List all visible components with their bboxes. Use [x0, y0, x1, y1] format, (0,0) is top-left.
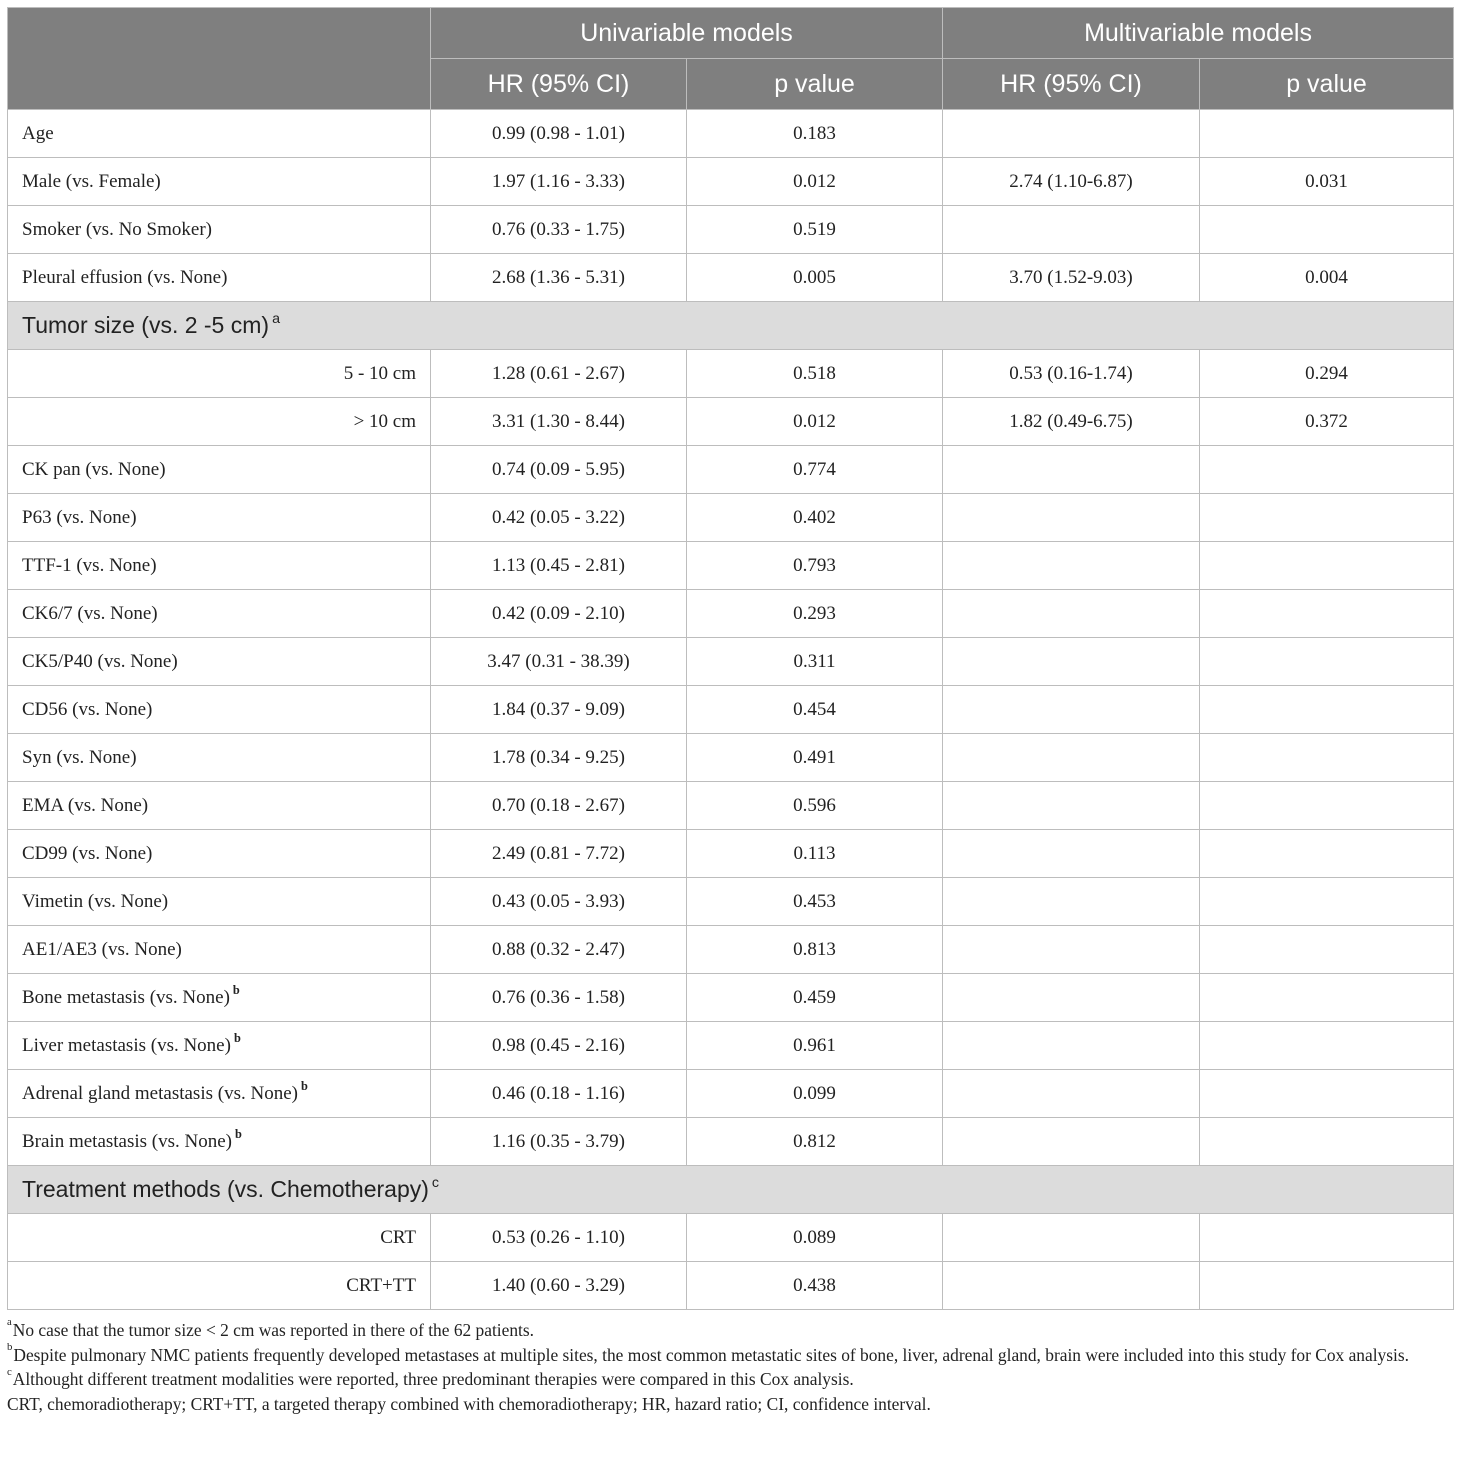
table-row-bone-metastasis [8, 974, 1454, 1022]
row-label: Male (vs. Female) [8, 158, 431, 206]
multi-p-cell [1200, 926, 1454, 974]
table-row-male [8, 158, 1454, 206]
uni-hr-cell: 2.68 (1.36 - 5.31) [431, 254, 687, 302]
multi-p-cell: 0.004 [1200, 254, 1454, 302]
multi-p-cell: 0.294 [1200, 350, 1454, 398]
multi-p-cell [1200, 974, 1454, 1022]
footnote-mark-b: b [7, 1341, 13, 1354]
table-row-ck-pan [8, 446, 1454, 494]
table-row-ttf1 [8, 542, 1454, 590]
table-row-liver-metastasis [8, 1022, 1454, 1070]
uni-p-cell: 0.183 [687, 110, 943, 158]
multi-p-cell [1200, 878, 1454, 926]
uni-p-cell: 0.099 [687, 1070, 943, 1118]
footnote-marker: a [272, 310, 280, 327]
uni-p-cell: 0.596 [687, 782, 943, 830]
table-row-crt-tt [8, 1262, 1454, 1310]
multi-p-cell: 0.031 [1200, 158, 1454, 206]
row-label [8, 1118, 431, 1166]
multi-p-cell [1200, 830, 1454, 878]
uni-p-cell: 0.089 [687, 1214, 943, 1262]
section-label [8, 1166, 1454, 1214]
row-label [8, 974, 431, 1022]
multi-p-cell [1200, 638, 1454, 686]
uni-hr-cell: 0.98 (0.45 - 2.16) [431, 1022, 687, 1070]
footnote-mark-c: c [7, 1365, 12, 1378]
row-label: Smoker (vs. No Smoker) [8, 206, 431, 254]
table-row-p63 [8, 494, 1454, 542]
multi-hr-cell [943, 878, 1200, 926]
row-label-text: Bone metastasis (vs. None) [22, 986, 230, 1008]
header-multi-p: p value [1200, 59, 1454, 110]
footnote-marker: c [431, 1174, 440, 1191]
uni-p-cell: 0.438 [687, 1262, 943, 1310]
multi-p-cell [1200, 782, 1454, 830]
uni-p-cell: 0.012 [687, 158, 943, 206]
footnote-a [7, 1318, 1453, 1343]
uni-hr-cell: 0.70 (0.18 - 2.67) [431, 782, 687, 830]
uni-hr-cell: 2.49 (0.81 - 7.72) [431, 830, 687, 878]
footnote-b-text: Despite pulmonary NMC patients frequently developed metastases at multiple sites, the most common metastatic sites of bone, liver, adrenal gland, brain were included into this study for Cox analysis. [13, 1344, 1409, 1365]
multi-p-cell [1200, 1022, 1454, 1070]
table-container [7, 7, 1453, 1416]
table-row-vimetin [8, 878, 1454, 926]
multi-hr-cell [943, 206, 1200, 254]
row-label: TTF-1 (vs. None) [8, 542, 431, 590]
section-label-text: Tumor size (vs. 2 -5 cm) [22, 312, 270, 338]
uni-p-cell: 0.113 [687, 830, 943, 878]
row-label: Vimetin (vs. None) [8, 878, 431, 926]
uni-p-cell: 0.813 [687, 926, 943, 974]
uni-hr-cell: 1.97 (1.16 - 3.33) [431, 158, 687, 206]
row-label: CRT [8, 1214, 431, 1262]
table-footnotes [7, 1318, 1453, 1416]
table-row-ema [8, 782, 1454, 830]
multi-hr-cell [943, 734, 1200, 782]
table-header [8, 8, 1454, 110]
multi-hr-cell [943, 1070, 1200, 1118]
footnote-abbreviations: CRT, chemoradiotherapy; CRT+TT, a targeted therapy combined with chemoradiotherapy; HR, hazard ratio; CI, confidence interval. [7, 1393, 931, 1414]
row-label: CD56 (vs. None) [8, 686, 431, 734]
multi-hr-cell [943, 638, 1200, 686]
uni-hr-cell: 0.74 (0.09 - 5.95) [431, 446, 687, 494]
header-multivariable: Multivariable models [943, 8, 1454, 59]
uni-hr-cell: 1.16 (0.35 - 3.79) [431, 1118, 687, 1166]
multi-hr-cell [943, 542, 1200, 590]
row-label: CK6/7 (vs. None) [8, 590, 431, 638]
row-label: 5 - 10 cm [8, 350, 431, 398]
uni-p-cell: 0.293 [687, 590, 943, 638]
multi-hr-cell [943, 590, 1200, 638]
multi-p-cell [1200, 734, 1454, 782]
row-label: Pleural effusion (vs. None) [8, 254, 431, 302]
table-row-cd99 [8, 830, 1454, 878]
header-row-groups [8, 8, 1454, 59]
uni-hr-cell: 1.78 (0.34 - 9.25) [431, 734, 687, 782]
uni-hr-cell: 1.40 (0.60 - 3.29) [431, 1262, 687, 1310]
multi-hr-cell [943, 1214, 1200, 1262]
row-label: P63 (vs. None) [8, 494, 431, 542]
multi-hr-cell [943, 830, 1200, 878]
row-label: CD99 (vs. None) [8, 830, 431, 878]
row-label: Age [8, 110, 431, 158]
table-row-ae1-ae3 [8, 926, 1454, 974]
footnote-c-text: Althought different treatment modalities were reported, three predominant therapies were compared in this Cox analysis. [12, 1369, 854, 1390]
section-row-tumor-size [8, 302, 1454, 350]
table-row-age [8, 110, 1454, 158]
uni-p-cell: 0.774 [687, 446, 943, 494]
multi-hr-cell [943, 1118, 1200, 1166]
multi-hr-cell: 0.53 (0.16-1.74) [943, 350, 1200, 398]
multi-hr-cell [943, 782, 1200, 830]
table-row-ck5-p40 [8, 638, 1454, 686]
uni-hr-cell: 0.46 (0.18 - 1.16) [431, 1070, 687, 1118]
section-label-text: Treatment methods (vs. Chemotherapy) [22, 1176, 429, 1202]
row-label: AE1/AE3 (vs. None) [8, 926, 431, 974]
table-row-pleural-effusion [8, 254, 1454, 302]
multi-hr-cell: 3.70 (1.52-9.03) [943, 254, 1200, 302]
row-label [8, 1022, 431, 1070]
row-label-text: Liver metastasis (vs. None) [22, 1034, 231, 1056]
footnote-marker: b [233, 1030, 241, 1045]
table-body [8, 110, 1454, 1310]
multi-p-cell [1200, 686, 1454, 734]
table-row-ck67 [8, 590, 1454, 638]
multi-p-cell [1200, 1214, 1454, 1262]
multi-hr-cell: 2.74 (1.10-6.87) [943, 158, 1200, 206]
multi-p-cell [1200, 110, 1454, 158]
row-label: > 10 cm [8, 398, 431, 446]
header-uni-hr: HR (95% CI) [431, 59, 687, 110]
uni-p-cell: 0.491 [687, 734, 943, 782]
uni-hr-cell: 0.42 (0.05 - 3.22) [431, 494, 687, 542]
multi-p-cell [1200, 590, 1454, 638]
table-row-cd56 [8, 686, 1454, 734]
uni-p-cell: 0.961 [687, 1022, 943, 1070]
table-row-size-5-10 [8, 350, 1454, 398]
multi-p-cell [1200, 542, 1454, 590]
row-label: CK pan (vs. None) [8, 446, 431, 494]
table-row-size-gt-10 [8, 398, 1454, 446]
uni-hr-cell: 0.76 (0.36 - 1.58) [431, 974, 687, 1022]
table-row-crt [8, 1214, 1454, 1262]
footnote-b [7, 1343, 1453, 1368]
row-label: EMA (vs. None) [8, 782, 431, 830]
multi-hr-cell [943, 446, 1200, 494]
multi-p-cell [1200, 1262, 1454, 1310]
multi-hr-cell [943, 494, 1200, 542]
multi-p-cell [1200, 206, 1454, 254]
multi-hr-cell [943, 110, 1200, 158]
multi-p-cell [1200, 1118, 1454, 1166]
uni-hr-cell: 3.31 (1.30 - 8.44) [431, 398, 687, 446]
header-uni-p: p value [687, 59, 943, 110]
uni-p-cell: 0.012 [687, 398, 943, 446]
multi-p-cell [1200, 446, 1454, 494]
header-univariable: Univariable models [431, 8, 943, 59]
uni-p-cell: 0.402 [687, 494, 943, 542]
footnote-marker: b [232, 982, 240, 997]
header-multi-hr: HR (95% CI) [943, 59, 1200, 110]
footnote-a-text: No case that the tumor size < 2 cm was reported in there of the 62 patients. [12, 1320, 534, 1340]
footnote-marker: b [300, 1078, 308, 1093]
uni-p-cell: 0.453 [687, 878, 943, 926]
uni-hr-cell: 3.47 (0.31 - 38.39) [431, 638, 687, 686]
uni-hr-cell: 1.28 (0.61 - 2.67) [431, 350, 687, 398]
row-label: CK5/P40 (vs. None) [8, 638, 431, 686]
footnote-mark-a: a [7, 1316, 12, 1329]
uni-p-cell: 0.454 [687, 686, 943, 734]
multi-hr-cell [943, 926, 1200, 974]
section-row-treatment-methods [8, 1166, 1454, 1214]
uni-hr-cell: 0.43 (0.05 - 3.93) [431, 878, 687, 926]
uni-p-cell: 0.793 [687, 542, 943, 590]
row-label-text: Adrenal gland metastasis (vs. None) [22, 1082, 298, 1104]
table-row-smoker [8, 206, 1454, 254]
multi-p-cell [1200, 1070, 1454, 1118]
uni-hr-cell: 0.42 (0.09 - 2.10) [431, 590, 687, 638]
uni-p-cell: 0.005 [687, 254, 943, 302]
multi-p-cell: 0.372 [1200, 398, 1454, 446]
uni-hr-cell: 1.84 (0.37 - 9.09) [431, 686, 687, 734]
uni-hr-cell: 0.99 (0.98 - 1.01) [431, 110, 687, 158]
row-label: Syn (vs. None) [8, 734, 431, 782]
uni-hr-cell: 0.88 (0.32 - 2.47) [431, 926, 687, 974]
footnote-c [7, 1367, 1453, 1392]
uni-hr-cell: 0.53 (0.26 - 1.10) [431, 1214, 687, 1262]
uni-p-cell: 0.812 [687, 1118, 943, 1166]
header-blank [8, 8, 431, 110]
uni-hr-cell: 1.13 (0.45 - 2.81) [431, 542, 687, 590]
multi-p-cell [1200, 494, 1454, 542]
row-label: CRT+TT [8, 1262, 431, 1310]
cox-regression-table [7, 7, 1454, 1310]
table-row-syn [8, 734, 1454, 782]
uni-p-cell: 0.459 [687, 974, 943, 1022]
uni-p-cell: 0.518 [687, 350, 943, 398]
section-label [8, 302, 1454, 350]
row-label-text: Brain metastasis (vs. None) [22, 1130, 233, 1152]
uni-hr-cell: 0.76 (0.33 - 1.75) [431, 206, 687, 254]
multi-hr-cell: 1.82 (0.49-6.75) [943, 398, 1200, 446]
uni-p-cell: 0.519 [687, 206, 943, 254]
table-row-brain-metastasis [8, 1118, 1454, 1166]
footnote-marker: b [235, 1126, 242, 1141]
multi-hr-cell [943, 974, 1200, 1022]
multi-hr-cell [943, 686, 1200, 734]
row-label [8, 1070, 431, 1118]
table-row-adrenal-metastasis [8, 1070, 1454, 1118]
uni-p-cell: 0.311 [687, 638, 943, 686]
multi-hr-cell [943, 1022, 1200, 1070]
multi-hr-cell [943, 1262, 1200, 1310]
